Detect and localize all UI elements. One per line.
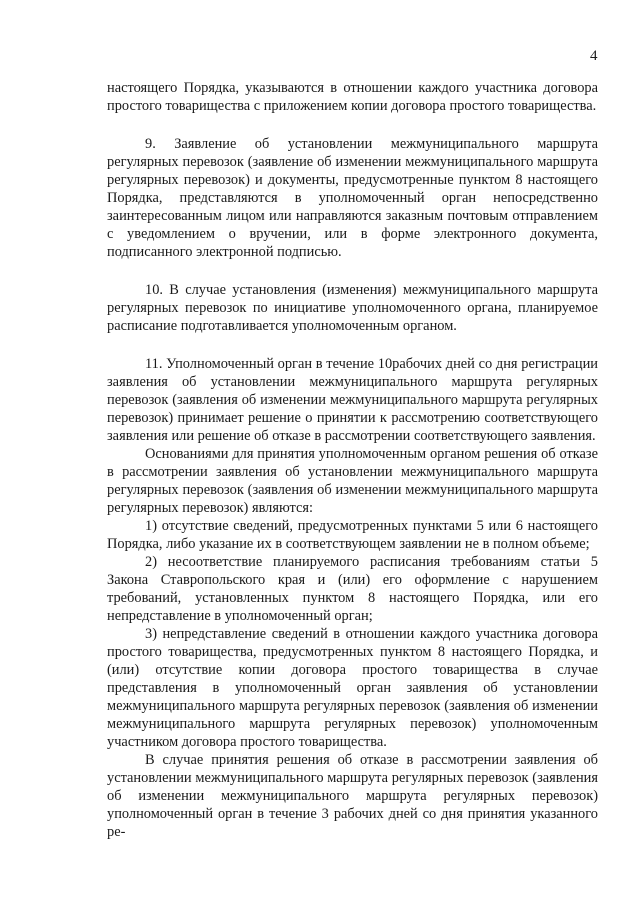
list-item-2: 2) несоответствие планируемого расписания требованиям статьи 5 Закона Ставропольского края и (или) его оформление с нарушением требований, установленных пунктом 8 настоящего Порядка, или его непредставление в уполномоченный орган; — [107, 554, 598, 624]
paragraph-item-9: 9. Заявление об установлении межмуниципального маршрута регулярных перевозок (заявление об изменении межмуниципального маршрута регулярных перевозок) и документы, предусмотренные пунктом 8 настоящего Порядка, представляются в уполномоченный орган непосредственно заинтересованным лицом или направляются заказным почтовым отправлением с уведомлением о вручении, или в форме электронного документа, подписанного электронной подписью. — [107, 136, 598, 260]
paragraph-item-11: 11. Уполномоченный орган в течение 10рабочих дней со дня регистрации заявления об установлении межмуниципального маршрута регулярных перевозок (заявления об изменении межмуниципального маршрута регулярных перевозок) принимает решение о принятии к рассмотрению соответствующего заявления или решение об отказе в рассмотрении соответствующего заявления. — [107, 356, 598, 444]
list-item-1: 1) отсутствие сведений, предусмотренных пунктами 5 или 6 настоящего Порядка, либо указание их в соответствующем заявлении не в полном объеме; — [107, 518, 598, 552]
page-number: 4 — [590, 48, 598, 64]
paragraph-item-10: 10. В случае установления (изменения) межмуниципального маршрута регулярных перевозок по инициативе уполномоченного органа, планируемое расписание подготавливается уполномоченным органом. — [107, 282, 598, 334]
document-body — [107, 79, 598, 841]
list-item-3: 3) непредставление сведений в отношении каждого участника договора простого товарищества, предусмотренных пунктом 8 настоящего Порядка, и (или) отсутствие копии договора простого товарищества в случае представления в уполномоченный орган заявления об установлении межмуниципального маршрута регулярных перевозок (заявления об изменении межмуниципального маршрута регулярных перевозок) уполномоченным участником договора простого товарищества. — [107, 626, 598, 750]
paragraph-refusal: В случае принятия решения об отказе в рассмотрении заявления об установлении межмуниципального маршрута регулярных перевозок (заявления об изменении межмуниципального маршрута регулярных перевозок) уполномоченный орган в течение 3 рабочих дней со дня принятия указанного ре- — [107, 752, 598, 840]
paragraph-grounds: Основаниями для принятия уполномоченным органом решения об отказе в рассмотрении заявления об установлении межмуниципального маршрута регулярных перевозок (заявления об изменении межмуниципального маршрута регулярных перевозок) являются: — [107, 446, 598, 516]
paragraph-continuation: настоящего Порядка, указываются в отношении каждого участника договора простого товарищества с приложением копии договора простого товарищества. — [107, 80, 598, 114]
